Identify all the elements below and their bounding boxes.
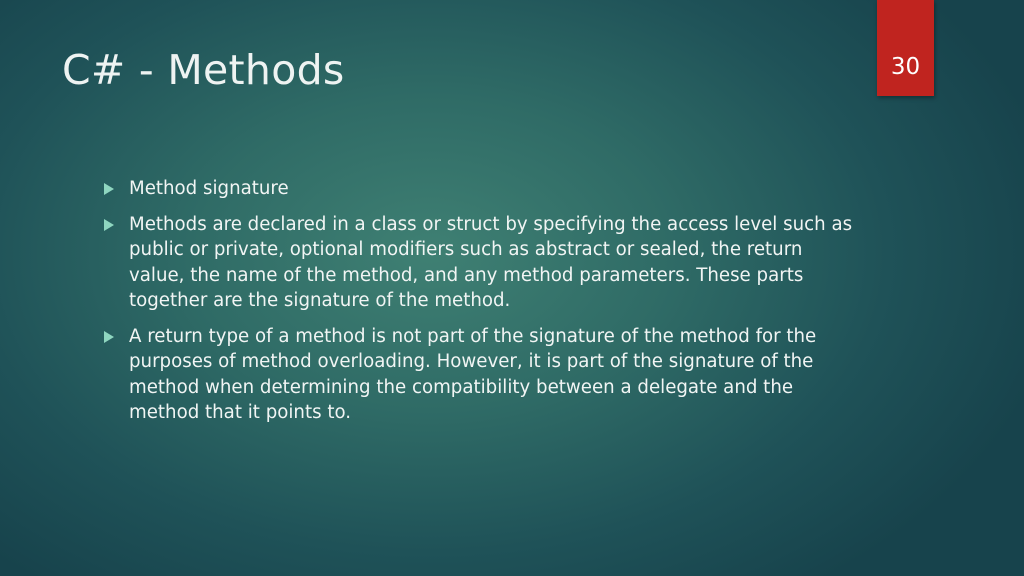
triangle-right-icon bbox=[104, 331, 114, 343]
slide-title: C# - Methods bbox=[62, 46, 345, 94]
page-number: 30 bbox=[890, 54, 921, 80]
triangle-right-icon bbox=[104, 183, 114, 195]
list-item bbox=[102, 212, 862, 314]
triangle-right-icon bbox=[104, 219, 114, 231]
list-item bbox=[102, 176, 862, 202]
bullet-text: Methods are declared in a class or struct by specifying the access level such as public or private, optional modifiers such as abstract or sealed, the return value, the name of the method, and any method parameters. These parts together are the signature of the method. bbox=[129, 213, 853, 311]
page-number-badge bbox=[877, 0, 934, 96]
bullet-text: A return type of a method is not part of the signature of the method for the purposes of method overloading. However, it is part of the signature of the method when determining the compatibility between a delegate and the method that it points to. bbox=[129, 325, 817, 423]
bullet-text: Method signature bbox=[129, 178, 289, 199]
bullet-list bbox=[102, 176, 862, 436]
list-item bbox=[102, 324, 862, 426]
